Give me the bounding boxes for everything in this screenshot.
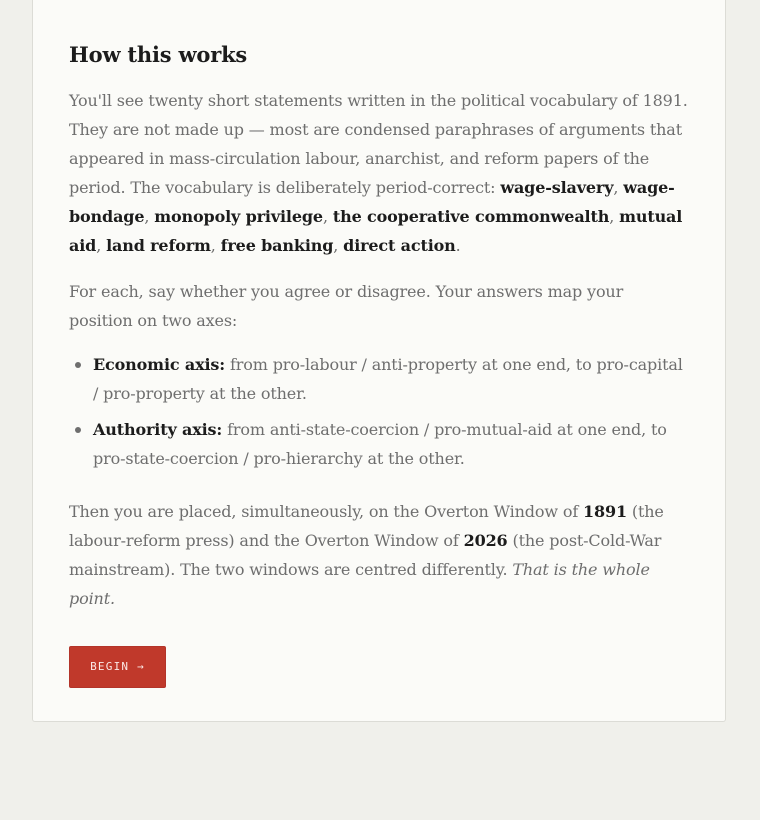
term-cooperative-commonwealth: the cooperative commonwealth xyxy=(332,207,610,226)
axes-list xyxy=(69,350,689,473)
begin-button[interactable]: BEGIN → xyxy=(69,646,166,688)
placement-paragraph: Then you are placed, simultaneously, on the Overton Window of 1891 (the labour-reform press) and the Overton Window of 2026 (the post-Cold-War mainstream). The two windows are centred differently. That is the whole point. xyxy=(69,502,664,608)
emphasis-text: That is the whole point. xyxy=(69,560,650,608)
term-mutual-aid: mutual aid xyxy=(69,207,683,255)
list-item-authority-axis xyxy=(93,415,689,473)
intro-text: You'll see twenty short statements written in the political vocabulary of 1891. They are not made up — most are condensed paraphrases of arguments that appeared in mass-circulation labour, anarchist, and reform papers of the period. The vocabulary is deliberately period-correct: xyxy=(69,91,688,197)
intro-paragraph: You'll see twenty short statements written in the political vocabulary of 1891. They are not made up — most are condensed paraphrases of arguments that appeared in mass-circulation labour, anarchist, and reform papers of the period. The vocabulary is deliberately period-correct: wage-slavery, wage-bondage, monopoly privilege, the cooperative commonwealth, mutual aid, land reform, free banking, direct action. xyxy=(69,91,688,255)
list-item-economic-axis xyxy=(93,350,689,408)
term-free-banking: free banking xyxy=(220,236,334,255)
term-monopoly-privilege: monopoly privilege xyxy=(154,207,323,226)
answers-paragraph: For each, say whether you agree or disagree. Your answers map your position on two axes: xyxy=(69,282,624,330)
year-1891: 1891 xyxy=(583,502,627,521)
axis-label: Economic axis: xyxy=(93,355,226,374)
term-direct-action: direct action xyxy=(343,236,456,255)
page-title: How this works xyxy=(69,42,248,67)
axis-description: from anti-state-coercion / pro-mutual-aid at one end, to pro-state-coercion / pro-hierarchy at the other. xyxy=(93,420,667,468)
year-2026: 2026 xyxy=(463,531,508,550)
term-land-reform: land reform xyxy=(106,236,211,255)
term-wage-slavery: wage-slavery xyxy=(500,178,614,197)
how-it-works-card xyxy=(32,0,726,722)
axis-description: from pro-labour / anti-property at one end, to pro-capital / pro-property at the other. xyxy=(93,355,683,403)
term-wage-bondage: wage-bondage xyxy=(69,178,675,226)
axis-label: Authority axis: xyxy=(93,420,223,439)
